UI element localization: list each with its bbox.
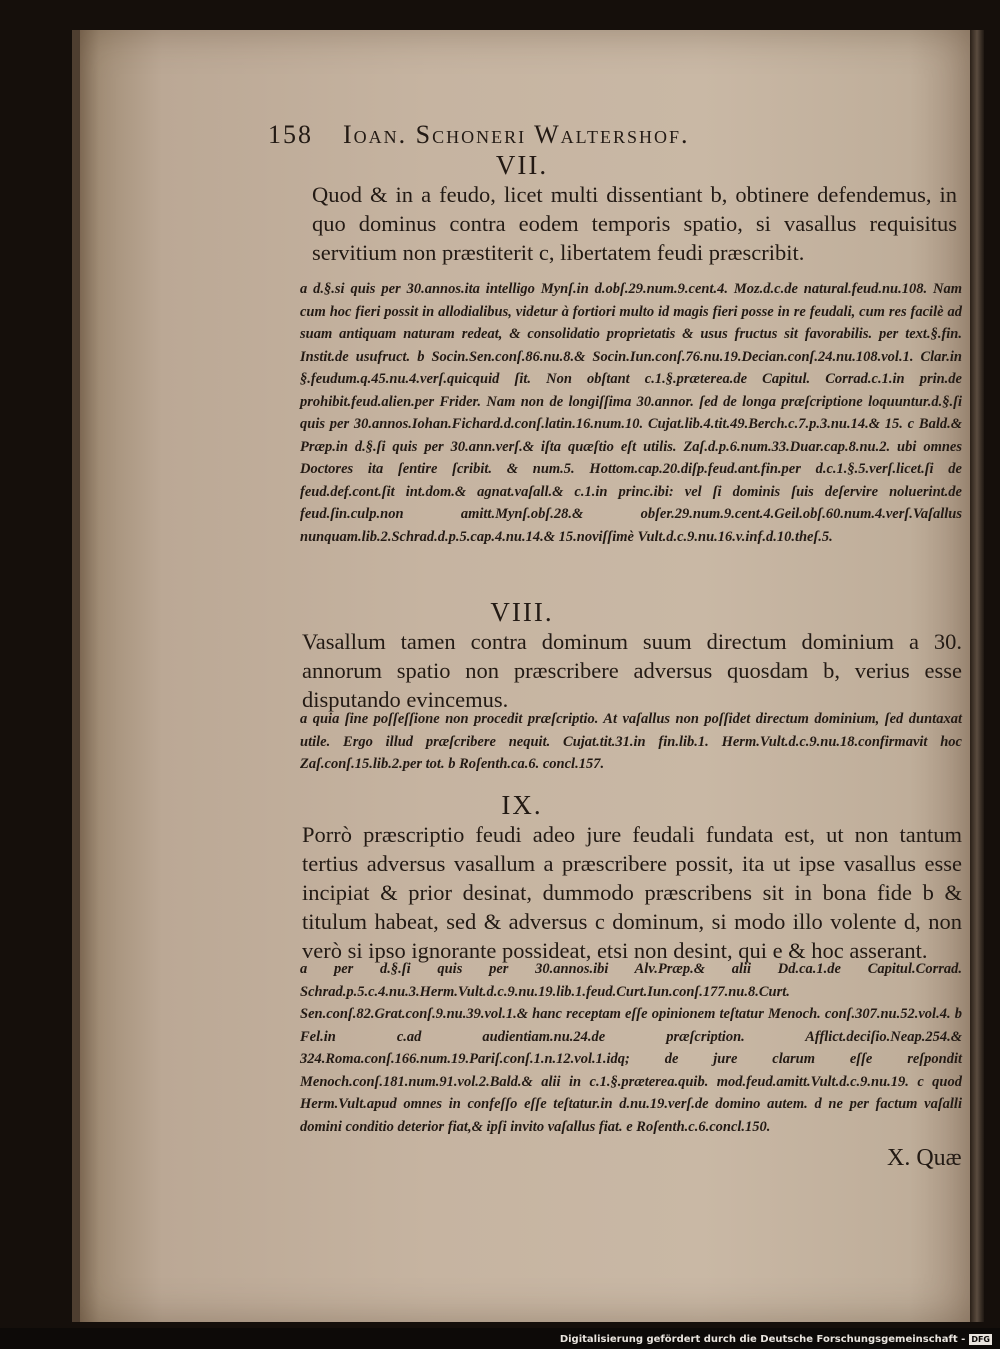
footnotes-text-vii: a d.§.si quis per 30.annos.ita intelligo Mynſ.in d.obſ.29.num.9.cent.4. Moz.d.c.de natural.feud.nu.108. Nam cum hoc fieri possit in allodialibus, videtur à fortiori multo id magis fieri posse in re feudali, cum res facilè ad suam antiquam naturam redeat, & consolidatio proprietatis & usus fructus sit favorabilis. per text.§.fin. Instit.de usufruct. b Socin.Sen.conſ.86.nu.8.& Socin.Iun.conſ.76.nu.19.Decian.conſ.24.nu.108.vol.1. Clar.in §.feudum.q.45.nu.4.verſ.quicquid ſit. Non obſtant c.1.§.præterea.de Capitul. Corrad.c.1.in prin.de prohibit.feud.alien.per Frider. Nam non de longiſſima 30.annor. ſed de longa præſcriptione loquuntur.d.§.ſi quis per 30.annos.Iohan.Fichard.d.conſ.latin.16.num.10. Cujat.lib.4.tit.49.Berch.c.7.p.3.nu.14.& 15. c Bald.& Præp.in d.§.ſi quis per 30.ann.verſ.& iſta quæſtio eſt utilis. Zaſ.d.p.6.num.33.Duar.cap.8.nu.2. ubi omnes Doctores ita ſentire ſcribit. & num.5. Hottom.cap.20.diſp.feud.ant.fin.per d.c.1.§.5.verſ.licet.ſi de feud.def.cont.ſit int.dom.& agnat.vaſall.& c.1.in princ.ibi: vel ſi dominis ſuis deſervire noluerint.de feud.ſin.culp.non amitt.Mynſ.obſ.28.& obſer.29.num.9.cent.4.Geil.obſ.60.num.4.verſ.Vaſallus nunquam.lib.2.Schrad.d.p.5.cap.4.nu.14.& 15.noviſſimè Vult.d.c.9.nu.16.v.inf.d.10.theſ.5. (300, 281, 962, 545)
section-body-viii (302, 627, 962, 714)
page-number: 158 (268, 120, 313, 149)
section-heading-viii: VIII. (490, 597, 554, 627)
page-header (268, 120, 968, 150)
section-heading-vii: VII. (495, 150, 549, 180)
footnotes-viii (300, 708, 962, 776)
footnotes-ix (300, 958, 962, 1138)
section-text-vii: Quod & in a feudo, licet multi dissentiant b, obtinere defendemus, in quo dominus contra eodem temporis spatio, si vasallus requisitus servitium non præstiterit c, libertatem feudi præscribit. (312, 182, 957, 265)
section-body-ix (302, 820, 962, 965)
book-page (72, 30, 972, 1322)
running-head: Ioan. Schoneri Waltershof. (343, 120, 690, 149)
footnotes-vii (300, 278, 962, 548)
catchword: X. Quæ (887, 1145, 962, 1171)
page-fore-edge (970, 30, 984, 1322)
page-gutter (72, 30, 80, 1322)
section-text-viii: Vasallum tamen contra dominum suum directum dominium a 30. annorum spatio non præscribere adversus quosdam b, verius esse disputando evincemus. (302, 629, 962, 712)
footnotes-text-viii: a quia ſine poſſeſſione non procedit præſcriptio. At vaſallus non poſſidet directum dominium, ſed duntaxat utile. Ergo illud præſcribere nequit. Cujat.tit.31.in fin.lib.1. Herm.Vult.d.c.9.nu.18.confirmavit hoc Zaſ.conſ.15.lib.2.per tot. b Roſenth.ca.6. concl.157. (300, 711, 962, 772)
footnotes-text-ix: a per d.§.ſi quis per 30.annos.ibi Alv.Præp.& alii Dd.ca.1.de Capitul.Corrad. Schrad.p.5.c.4.nu.3.Herm.Vult.d.c.9.nu.19.lib.1.feud.Curt.Iun.conſ.177.nu.8.Curt. Sen.conſ.82.Grat.conſ.9.nu.39.vol.1.& hanc receptam eſſe opinionem teſtatur Menoch. conſ.307.nu.52.vol.4. b Fel.in c.ad audientiam.nu.24.de præſcription. Afflict.deciſio.Neap.254.& 324.Roma.conſ.166.num.19.Pariſ.conſ.1.n.12.vol.1.idq; de jure clarum eſſe reſpondit Menoch.conſ.181.num.91.vol.2.Bald.& alii in c.1.§.præterea.quib. mod.feud.amitt.Vult.d.c.9.nu.19. c quod Herm.Vult.apud omnes in confeſſo eſſe teſtatur.in d.nu.19.verſ.de domino autem. d ne per factum vaſalli domini conditio deterior fiat,& ipſi invito vaſallus fiat. e Roſenth.c.6.concl.150. (300, 961, 962, 1135)
section-text-ix: Porrò præscriptio feudi adeo jure feudali fundata est, ut non tantum tertius adversus vasallum a præscribere possit, ita ut ipse vasallus esse incipiat & prior desinat, dummodo præscribens sit in bona fide b & titulum habeat, sed & adversus c dominum, si modo illo volente d, non verò si ipso ignorante possideat, etsi non desint, qui e & hoc asserant. (302, 822, 962, 963)
credit-text: Digitalisierung gefördert durch die Deutsche Forschungsgemeinschaft - (559, 1334, 966, 1345)
section-heading-ix: IX. (501, 790, 543, 820)
digitization-credit (560, 1334, 992, 1345)
dfg-logo: DFG (971, 1335, 990, 1344)
section-body-vii (312, 180, 957, 267)
